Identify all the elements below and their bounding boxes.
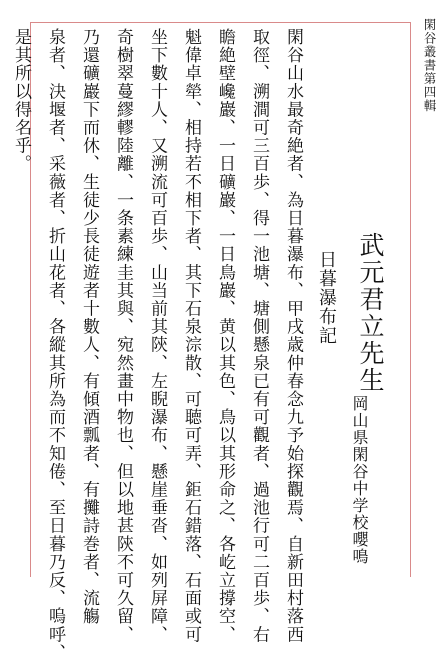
body-line: 是其所以得名乎。 <box>11 28 31 173</box>
author-affiliation: 岡山県閑谷中学校嚶鳴 <box>350 395 369 565</box>
series-title: 閑谷叢書第四輯 <box>422 18 437 113</box>
page-border-right <box>410 22 411 577</box>
body-line: 泉者、決堰者、采薇者、折山花者、各縱其所為而不知倦、至日暮乃反、嗚呼、 <box>45 28 65 662</box>
essay-title: 日暮瀑布記 <box>316 250 337 345</box>
body-line: 閑谷山水最奇絶者、為日暮瀑布、甲戌歳仲春念九予始探觀焉、自新田村落西 <box>283 28 303 644</box>
page-border-top <box>30 22 410 23</box>
body-line: 坐下數十人、又溯流可百歩、山当前其陝、左睨瀑布、懸崖垂沓、如列屏障、 <box>147 28 167 644</box>
body-line: 瞻絶壁巉巖、一日礦巖、一日鳥巖、黄以其色、鳥以其形命之、各屹立撐空、 <box>215 28 235 644</box>
body-line: 魁偉卓犖、相持若不相下者、其下石泉淙散、可聴可弄、鉅石錯落、石面或可 <box>181 28 201 644</box>
body-line: 乃還礦巖下而休、生徒少長徒遊者十數人、有傾酒瓢者、有攤詩巻者、流觴 <box>79 28 99 626</box>
body-line: 取徑、溯澗可三百歩、得一池塘、塘側懸泉已有可觀者、過池行可二百歩、右 <box>249 28 269 644</box>
body-line: 奇樹翠蔓繆轇陸離、一条素練圭其與、宛然畫中物也、但以地甚陝不可久留、 <box>113 28 133 644</box>
author-name: 武元君立先生 <box>356 232 385 394</box>
